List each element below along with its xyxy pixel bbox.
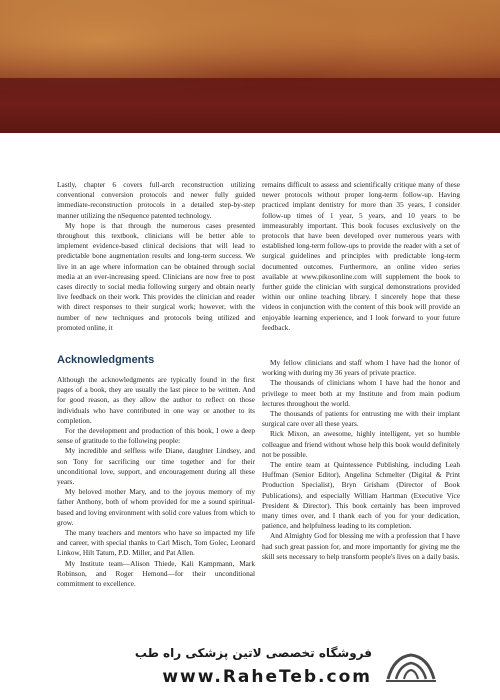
paragraph: My incredible and selfless wife Diane, daughter Lindsey, and son Tony for sacrificing our time together and for their unconditional love, support, and encouragement during all these years.	[57, 446, 255, 487]
rahe-teb-logo-icon	[384, 649, 438, 689]
section-heading-acknowledgments: Acknowledgments	[57, 354, 155, 366]
paragraph: And Almighty God for blessing me with a profession that I have had such great passion for, and more importantly for giving me the skill sets necessary to help transform people's lives on a daily basis.	[262, 531, 460, 561]
paragraph: My Institute team—Alison Thiede, Kali Kampmann, Mark Robinson, and Roger Hemond—for their unconditional commitment to excellence.	[57, 558, 255, 589]
header-texture-banner	[0, 0, 500, 133]
paragraph: Lastly, chapter 6 covers full-arch reconstruction utilizing conventional conversion protocols and newer fully guided immediate-reconstruction protocols in a detailed step-by-step manner utilizing the nSequence patented technology.	[57, 180, 255, 220]
paragraph: Although the acknowledgments are typically found in the first pages of a book, they are usually the last piece to be written. And for good reason, as they allow the author to reflect on those individuals who have contributed in one way or another to its completion.	[57, 375, 255, 425]
paragraph: My hope is that through the numerous cases presented throughout this textbook, clinicians will be better able to implement evidence-based clinical decisions that will lead to predictable bone augmentation results and long-term success. We live in an age where information can be obtained through social media at an ever-increasing speed. Clinicians are now free to post cases directly to social media following surgery and obtain nearly live feedback on their work. This provides the clinician and reader with direct responses to their surgical work; however, with the number of new techniques and protocols being utilized and promoted online, it	[57, 220, 255, 332]
header-red-band	[0, 78, 500, 133]
paragraph: The entire team at Quintessence Publishing, including Leah Huffman (Senior Editor), Angelina Schmelter (Digital & Print Production Specialist), Bryn Grisham (Director of Book Publications), and especially William Hartman (Executive Vice President & Director). This book certainly has been improved many times over, and I thank each of you for your dedication, patience, and helpfulness leading to its completion.	[262, 460, 460, 531]
watermark-footer	[0, 637, 500, 700]
paragraph: remains difficult to assess and scientifically critique many of these newer protocols without proper long-term follow-up. Having practiced implant dentistry for more than 35 years, I consider follow-up times of 1 year, 5 years, and 10 years to be immeasurably important. This book focuses exclusively on the protocols that have been developed over numerous years with established long-term follow-ups to provide the reader with a set of surgical guidelines and principles with predictable long-term documented outcomes. Furthermore, an online video series available at www.pikosonline.com will supplement the book to further guide the clinician with surgical demonstrations provided within our online teaching library. I sincerely hope that these videos in conjunction with the content of this book will provide an enjoyable learning experience, and I look forward to your future feedback.	[262, 180, 460, 332]
watermark-persian-text: فروشگاه تخصصی لاتین پزشکی راه طب	[134, 646, 372, 660]
column-intro-left	[57, 180, 255, 333]
paragraph: My fellow clinicians and staff whom I have had the honor of working with during my 36 years of private practice.	[262, 358, 460, 378]
paragraph: The thousands of patients for entrusting me with their implant surgical care over all these years.	[262, 409, 460, 429]
paragraph: The thousands of clinicians whom I have had the honor and privilege to meet both at my Institute and from main podium lectures throughout the world.	[262, 378, 460, 408]
paragraph: Rick Mixon, an awesome, highly intelligent, yet so humble colleague and friend without whose help this book would definitely not be possible.	[262, 429, 460, 459]
paragraph: The many teachers and mentors who have so impacted my life and career, with special thanks to Carl Misch, Tom Golec, Leonard Linkow, Hilt Tatum, P.D. Miller, and Pat Allen.	[57, 528, 255, 558]
column-ack-left	[57, 375, 255, 589]
paragraph: My beloved mother Mary, and to the joyous memory of my father Anthony, both of whom provided for me a sound spiritual-based and loving environment with solid core values from which to grow.	[57, 487, 255, 527]
watermark-url: www.RaheTeb.com	[162, 667, 372, 687]
column-intro-right	[262, 180, 460, 333]
column-ack-right	[262, 358, 460, 562]
paragraph: For the development and production of this book, I owe a deep sense of gratitude to the following people:	[57, 426, 255, 446]
